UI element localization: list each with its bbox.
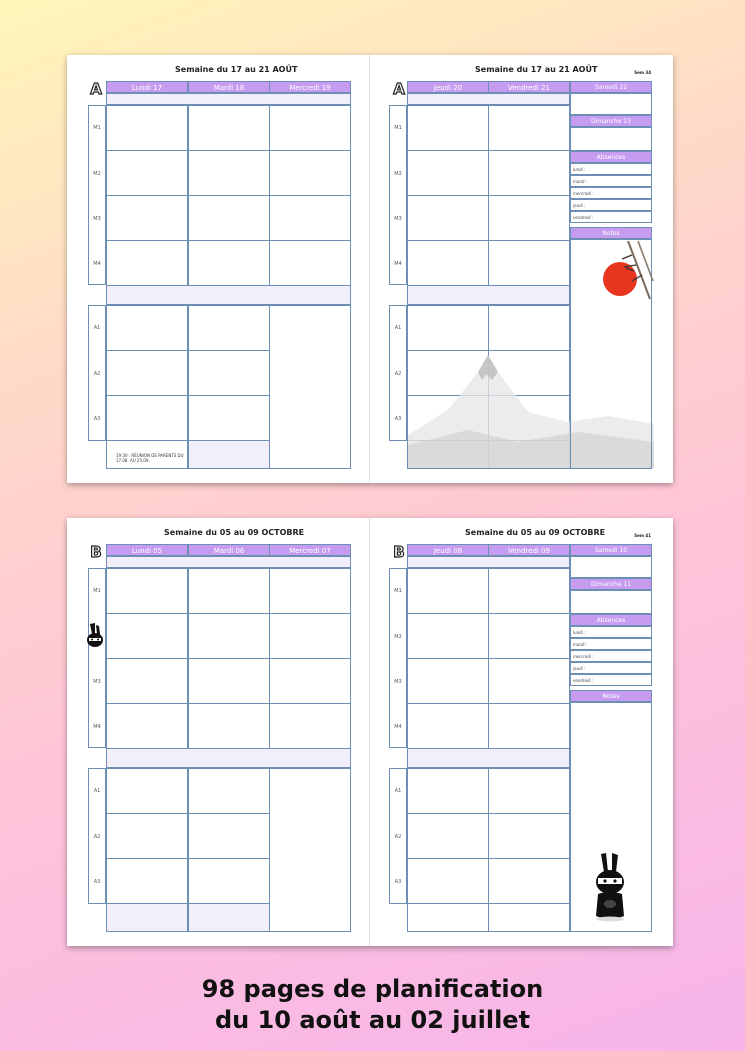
- slot-cell[interactable]: [269, 105, 351, 151]
- day-header: Vendredi 21: [488, 81, 570, 93]
- absences-list: [570, 163, 652, 223]
- slot-cell[interactable]: [106, 768, 188, 814]
- period-label: M4: [394, 261, 402, 267]
- week-title: Semaine du 05 au 09 OCTOBRE: [465, 528, 606, 537]
- period-column: [88, 105, 106, 285]
- slot-cell[interactable]: [188, 350, 270, 396]
- period-label: M2: [93, 171, 101, 177]
- period-label: M3: [93, 679, 101, 685]
- week-letter: B: [90, 543, 102, 561]
- notes-header: Notes: [570, 227, 652, 239]
- absence-line[interactable]: lundi :: [570, 163, 652, 175]
- period-label: A2: [394, 834, 402, 840]
- slot-cell[interactable]: [407, 813, 489, 859]
- header-strip: [106, 556, 351, 568]
- period-label: M4: [394, 724, 402, 730]
- ninja-bunny-peek-icon: [86, 622, 104, 652]
- slot-cell[interactable]: [407, 613, 489, 659]
- sunday-header: Dimanche 11: [570, 578, 652, 590]
- slot-cell[interactable]: [106, 150, 188, 196]
- period-label: M1: [93, 125, 101, 131]
- week-letter: A: [90, 80, 102, 98]
- period-label: M3: [93, 216, 101, 222]
- slot-cell[interactable]: [188, 195, 270, 241]
- meeting-note: 19:30 : RÉUNION DE PARENTS DU 17.08. AU 25.09.: [116, 453, 184, 463]
- slot-cell[interactable]: [488, 240, 570, 286]
- slot-cell[interactable]: [407, 858, 489, 904]
- absence-line[interactable]: lundi :: [570, 626, 652, 638]
- footer-cell[interactable]: [188, 903, 270, 932]
- slot-cell[interactable]: [106, 703, 188, 749]
- absence-line[interactable]: jeudi :: [570, 662, 652, 674]
- slot-cell[interactable]: [106, 305, 188, 351]
- period-label: A3: [93, 416, 101, 422]
- day-header: Lundi 17: [106, 81, 188, 93]
- absence-line[interactable]: vendredi :: [570, 674, 652, 686]
- slot-cell[interactable]: [106, 195, 188, 241]
- absences-header: Absences: [570, 151, 652, 163]
- period-label: M1: [394, 588, 402, 594]
- slot-cell[interactable]: [407, 195, 489, 241]
- period-label: M4: [93, 261, 101, 267]
- absences-header: Absences: [570, 614, 652, 626]
- left-page: [67, 55, 370, 483]
- absence-line[interactable]: mardi :: [570, 175, 652, 187]
- slot-cell[interactable]: [488, 813, 570, 859]
- day-header: Mardi 06: [188, 544, 270, 556]
- period-label: M1: [93, 588, 101, 594]
- caption-line-2: du 10 août au 02 juillet: [214, 1006, 531, 1034]
- slot-cell[interactable]: [407, 150, 489, 196]
- saturday-header: Samedi 10: [570, 544, 652, 556]
- week-title: Semaine du 17 au 21 AOÛT: [475, 65, 598, 74]
- lunch-strip: [407, 285, 570, 305]
- footer-cell[interactable]: [488, 903, 570, 932]
- period-label: A1: [394, 325, 402, 331]
- day-header: Vendredi 09: [488, 544, 570, 556]
- day-header: Jeudi 08: [407, 544, 489, 556]
- footer-cell[interactable]: [188, 440, 270, 469]
- slot-cell[interactable]: [188, 395, 270, 441]
- absences-list: [570, 626, 652, 686]
- slot-cell[interactable]: [488, 105, 570, 151]
- absence-line[interactable]: mercredi :: [570, 650, 652, 662]
- slot-cell[interactable]: [188, 703, 270, 749]
- slot-cell[interactable]: [106, 658, 188, 704]
- period-label: A1: [93, 788, 101, 794]
- absence-line[interactable]: vendredi :: [570, 211, 652, 223]
- right-page: [370, 55, 673, 483]
- slot-cell[interactable]: [106, 858, 188, 904]
- slot-cell[interactable]: [106, 813, 188, 859]
- slot-cell[interactable]: [488, 658, 570, 704]
- period-label: M2: [394, 171, 402, 177]
- slot-cell[interactable]: [106, 568, 188, 614]
- footer-cell[interactable]: [106, 903, 188, 932]
- planner-spread-1: [67, 55, 673, 483]
- period-label: M3: [394, 216, 402, 222]
- day-header: Mercredi 19: [269, 81, 351, 93]
- week-number: Sem 34: [634, 70, 651, 75]
- header-strip: [106, 93, 351, 105]
- period-label: A2: [93, 371, 101, 377]
- ninja-bunny-icon: [592, 852, 628, 922]
- wednesday-afternoon[interactable]: [269, 768, 351, 932]
- absence-line[interactable]: mardi :: [570, 638, 652, 650]
- slot-cell[interactable]: [106, 395, 188, 441]
- slot-cell[interactable]: [269, 240, 351, 286]
- notes-header: Notes: [570, 690, 652, 702]
- period-column: [389, 568, 407, 748]
- slot-cell[interactable]: [407, 568, 489, 614]
- lunch-strip: [106, 748, 351, 768]
- slot-cell[interactable]: [488, 768, 570, 814]
- slot-cell[interactable]: [407, 305, 489, 351]
- period-label: M3: [394, 679, 402, 685]
- period-label: A3: [394, 416, 402, 422]
- slot-cell[interactable]: [188, 813, 270, 859]
- slot-cell[interactable]: [188, 150, 270, 196]
- left-page: [67, 518, 370, 946]
- period-label: A3: [394, 879, 402, 885]
- slot-cell[interactable]: [269, 568, 351, 614]
- absence-line[interactable]: jeudi :: [570, 199, 652, 211]
- saturday-box[interactable]: [570, 93, 652, 115]
- period-label: A2: [394, 371, 402, 377]
- slot-cell[interactable]: [407, 768, 489, 814]
- footer-cell[interactable]: [407, 903, 489, 932]
- slot-cell[interactable]: [488, 703, 570, 749]
- saturday-box[interactable]: [570, 556, 652, 578]
- day-header: Mardi 18: [188, 81, 270, 93]
- slot-cell[interactable]: [269, 195, 351, 241]
- slot-cell[interactable]: [106, 105, 188, 151]
- slot-cell[interactable]: [269, 703, 351, 749]
- slot-cell[interactable]: [407, 240, 489, 286]
- period-column: [389, 105, 407, 285]
- slot-cell[interactable]: [106, 350, 188, 396]
- slot-cell[interactable]: [188, 658, 270, 704]
- period-label: M1: [394, 125, 402, 131]
- slot-cell[interactable]: [188, 568, 270, 614]
- period-label: A2: [93, 834, 101, 840]
- period-label: M2: [394, 634, 402, 640]
- period-label: A1: [394, 788, 402, 794]
- slot-cell[interactable]: [488, 150, 570, 196]
- week-title: Semaine du 17 au 21 AOÛT: [175, 65, 298, 74]
- header-strip: [407, 556, 570, 568]
- sunday-box[interactable]: [570, 590, 652, 614]
- slot-cell[interactable]: [488, 858, 570, 904]
- lunch-strip: [106, 285, 351, 305]
- week-letter: A: [393, 80, 405, 98]
- slot-cell[interactable]: [488, 195, 570, 241]
- period-label: M4: [93, 724, 101, 730]
- slot-cell[interactable]: [188, 768, 270, 814]
- day-header: Lundi 05: [106, 544, 188, 556]
- slot-cell[interactable]: [269, 150, 351, 196]
- slot-cell[interactable]: [188, 240, 270, 286]
- sunday-header: Dimanche 23: [570, 115, 652, 127]
- slot-cell[interactable]: [188, 305, 270, 351]
- slot-cell[interactable]: [269, 613, 351, 659]
- planner-spread-2: [67, 518, 673, 946]
- slot-cell[interactable]: [188, 613, 270, 659]
- slot-cell[interactable]: [407, 703, 489, 749]
- sunday-box[interactable]: [570, 127, 652, 151]
- day-header: Mercredi 07: [269, 544, 351, 556]
- period-column: [88, 568, 106, 748]
- slot-cell[interactable]: [488, 613, 570, 659]
- slot-cell[interactable]: [407, 105, 489, 151]
- period-label: A3: [93, 879, 101, 885]
- day-header: Jeudi 20: [407, 81, 489, 93]
- lunch-strip: [407, 748, 570, 768]
- right-page: [370, 518, 673, 946]
- slot-cell[interactable]: [188, 858, 270, 904]
- slot-cell[interactable]: [407, 658, 489, 704]
- slot-cell[interactable]: [188, 105, 270, 151]
- slot-cell[interactable]: [106, 613, 188, 659]
- week-number: Sem 41: [634, 533, 651, 538]
- slot-cell[interactable]: [488, 305, 570, 351]
- red-sun-bamboo-illustration: [598, 241, 654, 303]
- slot-cell[interactable]: [106, 240, 188, 286]
- period-label: A1: [93, 325, 101, 331]
- saturday-header: Samedi 22: [570, 81, 652, 93]
- week-letter: B: [393, 543, 405, 561]
- absence-line[interactable]: mercredi :: [570, 187, 652, 199]
- slot-cell[interactable]: [488, 568, 570, 614]
- week-title: Semaine du 05 au 09 OCTOBRE: [164, 528, 305, 537]
- slot-cell[interactable]: [269, 658, 351, 704]
- header-strip: [407, 93, 570, 105]
- wednesday-afternoon[interactable]: [269, 305, 351, 469]
- caption-line-1: 98 pages de planification: [201, 975, 544, 1003]
